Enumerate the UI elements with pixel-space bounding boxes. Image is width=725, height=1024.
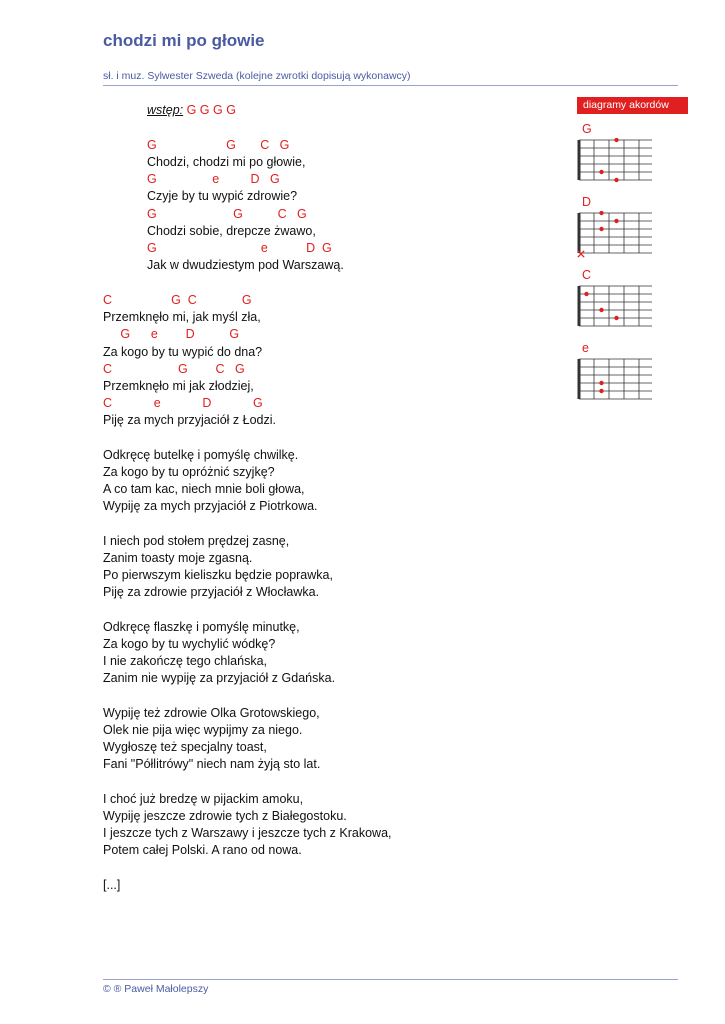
fretboard-grid: [577, 138, 652, 186]
intro-label: wstęp:: [147, 103, 184, 117]
lyric-line: Fani "Półlitrówy" niech nam żyją sto lat.: [103, 757, 321, 771]
finger-dot: [599, 211, 603, 215]
lyric-line: Przemknęło mi, jak myśl zła,: [103, 310, 261, 324]
lyric-line: Za kogo by tu wypić do dna?: [103, 345, 263, 359]
lyric-line: Wypiję za mych przyjaciół z Piotrkowa.: [103, 499, 318, 513]
lyric-line: I niech pod stołem prędzej zasnę,: [103, 534, 290, 548]
finger-dot: [599, 227, 603, 231]
lyric-line: A co tam kac, niech mnie boli głowa,: [103, 482, 305, 496]
chord-name: G: [582, 122, 592, 136]
fretboard-grid: [577, 357, 652, 405]
footer-divider: [103, 979, 678, 980]
finger-dot: [599, 389, 603, 393]
lyric-line: Za kogo by tu wychylić wódkę?: [103, 637, 276, 651]
lyric-line: Piję za mych przyjaciół z Łodzi.: [103, 413, 276, 427]
lyric-line: Za kogo by tu opróżnić szyjkę?: [103, 465, 275, 479]
lyric-line: Jak w dwudziestym pod Warszawą.: [147, 258, 344, 272]
lyric-line: Odkręcę flaszkę i pomyślę minutkę,: [103, 620, 300, 634]
finger-dot: [614, 219, 618, 223]
lyric-line: Potem całej Polski. A rano od nowa.: [103, 843, 302, 857]
lyric-line: Wypiję też zdrowie Olka Grotowskiego,: [103, 706, 320, 720]
finger-dot: [614, 138, 618, 142]
lyric-line: Wygłoszę też specjalny toast,: [103, 740, 267, 754]
finger-dot: [599, 381, 603, 385]
chord-diagram-c: [577, 268, 652, 332]
ending-ellipsis: [...]: [103, 878, 121, 892]
lyric-line: Chodzi, chodzi mi po głowie,: [147, 155, 306, 169]
lyric-line: Piję za zdrowie przyjaciół z Włocławka.: [103, 585, 320, 599]
fretboard-grid: [577, 211, 652, 259]
chord-line: C G C G: [103, 362, 245, 376]
lyric-line: Czyje by tu wypić zdrowie?: [147, 189, 298, 203]
chord-name: C: [582, 268, 592, 282]
lyric-line: Po pierwszym kieliszku będzie poprawka,: [103, 568, 333, 582]
chord-line: G G C G: [147, 207, 307, 221]
chord-line: G e D G: [147, 172, 280, 186]
lyric-line: Przemknęło mi jak złodziej,: [103, 379, 254, 393]
fretboard-grid: [577, 284, 652, 332]
lyric-line: I jeszcze tych z Warszawy i jeszcze tych z Krakowa,: [103, 826, 392, 840]
finger-dot: [614, 316, 618, 320]
lyric-line: I nie zakończę tego chlańska,: [103, 654, 267, 668]
intro-chords: G G G G: [183, 103, 236, 117]
chord-line: G e D G: [147, 241, 332, 255]
finger-dot: [584, 292, 588, 296]
chord-line: G e D G: [103, 327, 240, 341]
chord-line: C G C G: [103, 293, 252, 307]
finger-dot: [599, 308, 603, 312]
lyric-line: Wypiję jeszcze zdrowie tych z Białegostoku.: [103, 809, 347, 823]
chord-diagrams-header: diagramy akordów: [577, 97, 688, 114]
copyright-footer: © ® Paweł Małolepszy: [103, 983, 209, 995]
lyric-line: I choć już bredzę w pijackim amoku,: [103, 792, 304, 806]
chord-line: G G C G: [147, 138, 290, 152]
chord-diagram-g: [577, 122, 652, 186]
lyric-line: Chodzi sobie, drepcze żwawo,: [147, 224, 316, 238]
song-credits: sł. i muz. Sylwester Szweda (kolejne zwrotki dopisują wykonawcy): [103, 70, 411, 82]
lyric-line: Zanim toasty moje zgasną.: [103, 551, 253, 565]
finger-dot: [599, 170, 603, 174]
lyric-line: Odkręcę butelkę i pomyślę chwilkę.: [103, 448, 299, 462]
page-title: chodzi mi po głowie: [103, 31, 265, 50]
lyric-line: Olek nie pija więc wypijmy za niego.: [103, 723, 303, 737]
lyric-line: Zanim nie wypiję za przyjaciół z Gdańska.: [103, 671, 336, 685]
chord-line: C e D G: [103, 396, 263, 410]
finger-dot: [614, 178, 618, 182]
chord-diagram-d: [577, 195, 652, 259]
chord-name: e: [582, 341, 589, 355]
header-divider: [103, 85, 678, 86]
chord-diagram-e: [577, 341, 652, 405]
intro-line: [147, 103, 236, 117]
chord-name: D: [582, 195, 592, 209]
